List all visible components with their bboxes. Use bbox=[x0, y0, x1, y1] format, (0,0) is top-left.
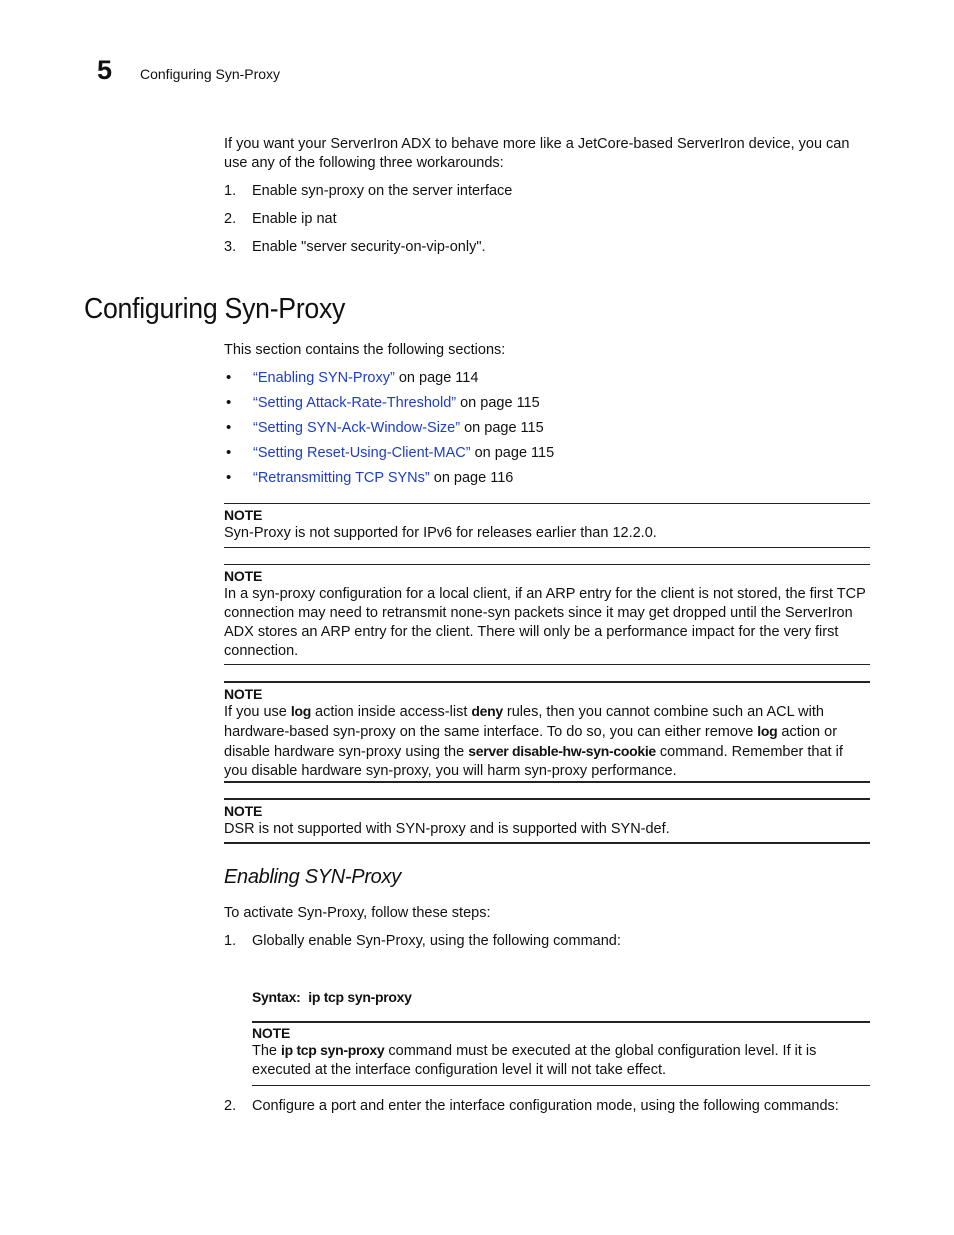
bullet-icon: • bbox=[226, 444, 232, 461]
intro-paragraph: If you want your ServerIron ADX to behave more like a JetCore-based ServerIron device, you can use any of the following three workarounds: bbox=[224, 136, 850, 171]
note-label: NOTE bbox=[224, 507, 263, 523]
note-divider bbox=[252, 1021, 870, 1023]
link-syn-ack-window-size[interactable]: “Setting SYN-Ack-Window-Size” bbox=[253, 420, 461, 436]
bullet-icon: • bbox=[226, 369, 232, 386]
note-label: NOTE bbox=[224, 686, 263, 702]
link-attack-rate-threshold[interactable]: “Setting Attack-Rate-Threshold” bbox=[253, 395, 457, 411]
note-divider bbox=[224, 842, 870, 844]
note-divider bbox=[224, 503, 870, 504]
step-text: Configure a port and enter the interface configuration mode, using the following commands: bbox=[252, 1098, 839, 1114]
section-title: Configuring Syn-Proxy bbox=[84, 293, 346, 325]
note-divider bbox=[224, 798, 870, 800]
step-number: 2. bbox=[224, 211, 237, 227]
syntax-label: Syntax: bbox=[252, 989, 301, 1005]
bullet-icon: • bbox=[226, 469, 232, 486]
intro-step-3 bbox=[224, 238, 870, 257]
link-reset-using-client-mac[interactable]: “Setting Reset-Using-Client-MAC” bbox=[253, 445, 471, 461]
note-label: NOTE bbox=[224, 803, 263, 819]
note-text: Syn-Proxy is not supported for IPv6 for releases earlier than 12.2.0. bbox=[224, 525, 657, 541]
page-ref: on page 115 bbox=[470, 445, 555, 461]
keyword: ip tcp syn-proxy bbox=[281, 1042, 385, 1058]
note-divider bbox=[224, 664, 870, 665]
note-text: In a syn-proxy configuration for a local client, if an ARP entry for the client is not stored, the first TCP connection may need to retransmit none-syn packets since it may get dropped until the ServerIron ADX stores an ARP entry for the client. There will only be a performance impact for the very first connection. bbox=[224, 586, 866, 659]
keyword: log bbox=[290, 703, 311, 719]
note-text: DSR is not supported with SYN-proxy and is supported with SYN-def. bbox=[224, 821, 670, 837]
subsection-step-2 bbox=[224, 1097, 870, 1116]
link-enabling-syn-proxy[interactable]: “Enabling SYN-Proxy” bbox=[253, 370, 395, 386]
note-divider bbox=[252, 1085, 870, 1086]
step-text: Enable "server security-on-vip-only". bbox=[252, 239, 486, 255]
note-label: NOTE bbox=[224, 568, 263, 584]
step-number: 3. bbox=[224, 239, 237, 255]
step-number: 1. bbox=[224, 933, 237, 949]
step-text: Globally enable Syn-Proxy, using the following command: bbox=[252, 933, 621, 949]
note-divider bbox=[224, 547, 870, 548]
note-label: NOTE bbox=[252, 1025, 291, 1041]
subsection-title: Enabling SYN-Proxy bbox=[224, 866, 401, 888]
bullet-icon: • bbox=[226, 419, 232, 436]
section-lead: This section contains the following sections: bbox=[224, 342, 506, 358]
intro-step-2 bbox=[224, 210, 870, 229]
note-text: If you use log action inside access-list deny rules, then you cannot combine such an ACL with hardware-based syn-proxy on the same interface. To do so, you can either remove log action or disable hardware syn-proxy using the server disable-hw-syn-cookie command. Remember that if you disable hardware syn-proxy, you will harm syn-proxy performance. bbox=[224, 703, 843, 779]
link-retransmitting-tcp-syns[interactable]: “Retransmitting TCP SYNs” bbox=[253, 470, 430, 486]
page-ref: on page 115 bbox=[456, 395, 540, 411]
note-divider bbox=[224, 781, 870, 783]
chapter-title: Configuring Syn-Proxy bbox=[140, 66, 281, 82]
page-ref: on page 114 bbox=[394, 370, 479, 386]
note-divider bbox=[224, 681, 870, 683]
page-ref: on page 115 bbox=[460, 420, 544, 436]
chapter-number: 5 bbox=[97, 55, 113, 85]
subsection-lead: To activate Syn-Proxy, follow these steps: bbox=[224, 905, 491, 921]
keyword: log bbox=[757, 723, 778, 739]
keyword: server disable-hw-syn-cookie bbox=[468, 743, 656, 759]
subsection-step-1 bbox=[224, 932, 870, 951]
step-text: Enable ip nat bbox=[252, 211, 337, 227]
note-divider bbox=[224, 564, 870, 565]
syntax-line bbox=[252, 988, 412, 1007]
page-ref: on page 116 bbox=[429, 470, 514, 486]
note-text: The ip tcp syn-proxy command must be executed at the global configuration level. If it is executed at the interface configuration level it will not take effect. bbox=[252, 1042, 817, 1078]
syntax-command: ip tcp syn-proxy bbox=[308, 989, 412, 1005]
step-text: Enable syn-proxy on the server interface bbox=[252, 183, 513, 199]
bullet-icon: • bbox=[226, 394, 232, 411]
intro-step-1 bbox=[224, 182, 870, 201]
step-number: 2. bbox=[224, 1098, 237, 1114]
keyword: deny bbox=[471, 703, 503, 719]
step-number: 1. bbox=[224, 183, 237, 199]
